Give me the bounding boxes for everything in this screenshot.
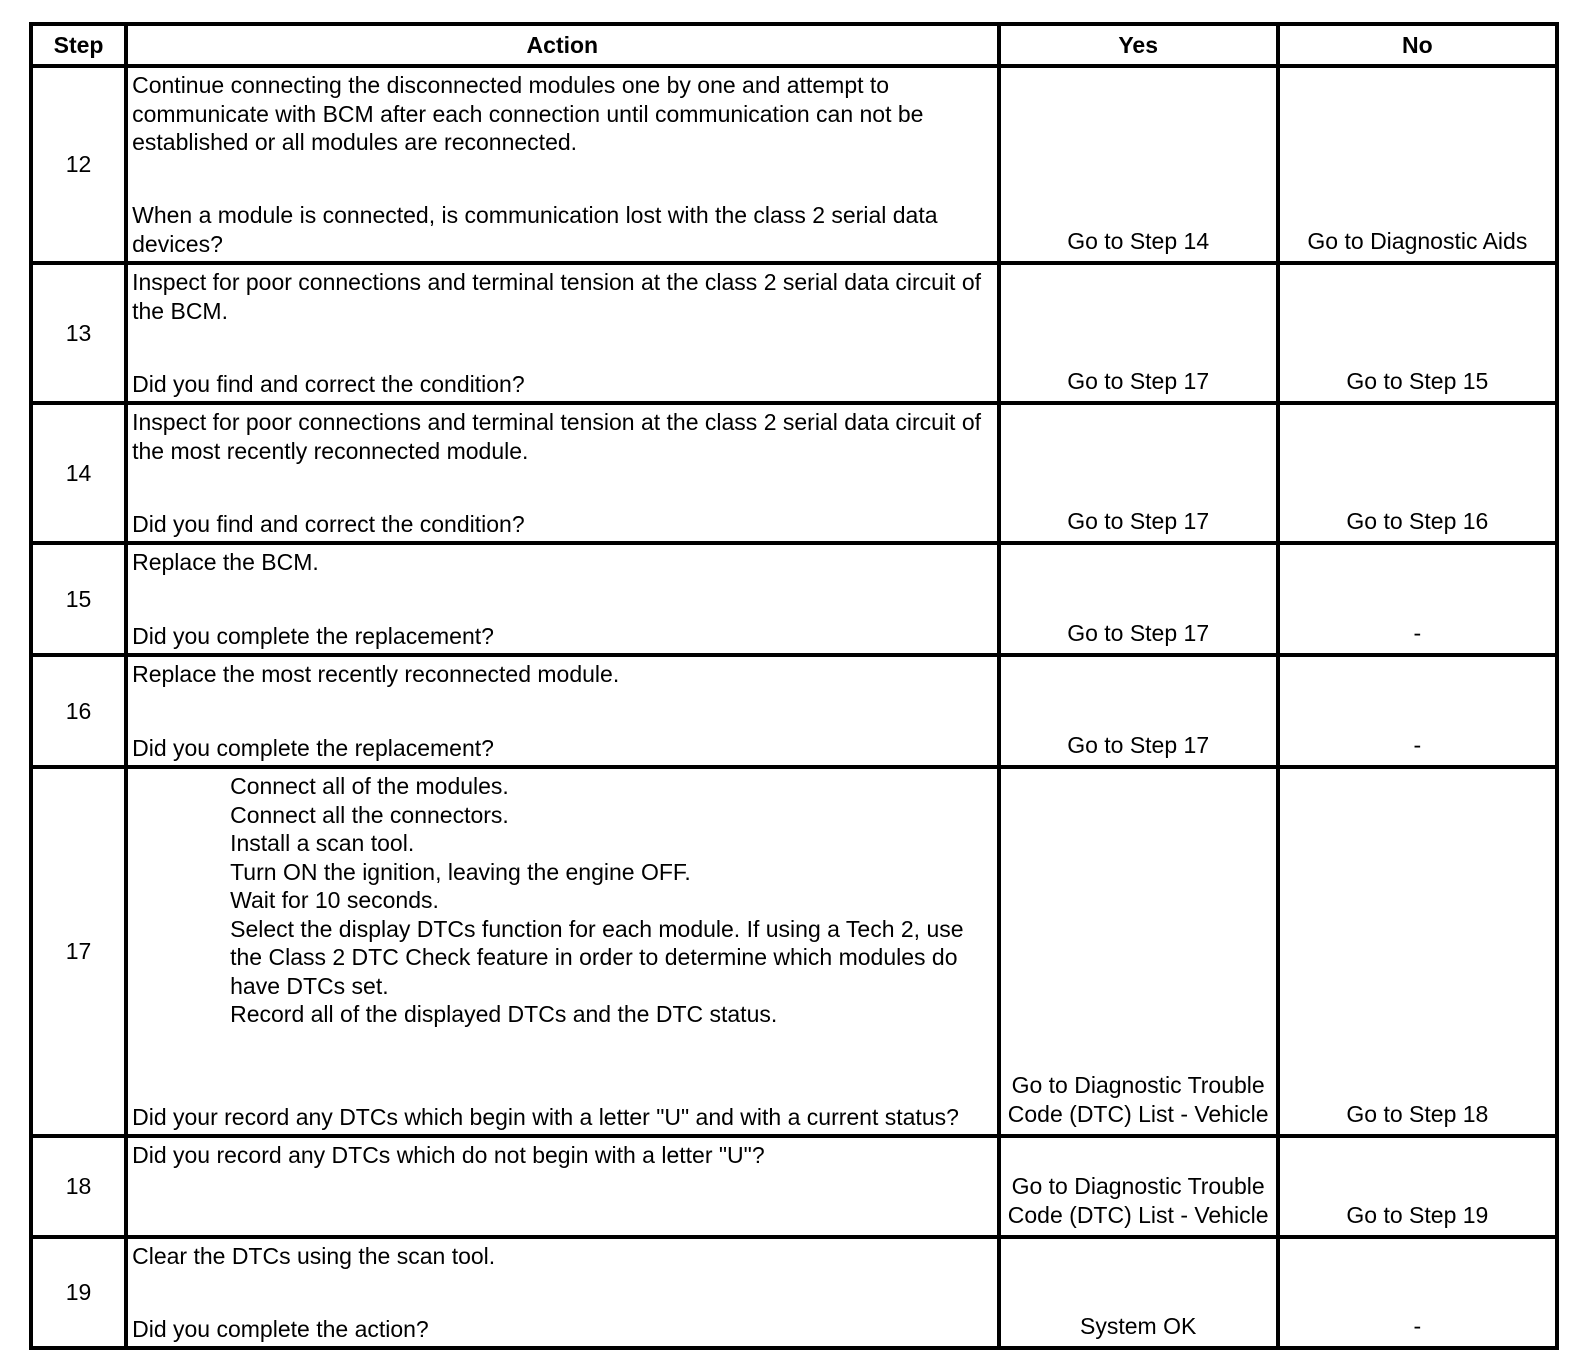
list-item: Connect all the connectors. bbox=[230, 801, 509, 828]
action-text: Did you record any DTCs which do not begin with a letter "U"? bbox=[132, 1142, 765, 1168]
no-result: - bbox=[1278, 1237, 1557, 1348]
action-cell bbox=[126, 655, 998, 767]
action-question: Did you complete the replacement? bbox=[132, 622, 494, 649]
header-row bbox=[31, 24, 1557, 66]
table-row bbox=[31, 543, 1557, 655]
step-number: 16 bbox=[31, 655, 126, 767]
action-cell bbox=[126, 767, 998, 1136]
step-number: 18 bbox=[31, 1136, 126, 1237]
action-text: Continue connecting the disconnected modules one by one and attempt to communicate with BCM after each connection until communication can not be established or all modules are reconnected. bbox=[132, 72, 924, 155]
action-cell bbox=[126, 263, 998, 403]
action-text: Clear the DTCs using the scan tool. bbox=[132, 1243, 496, 1269]
step-number: 13 bbox=[31, 263, 126, 403]
no-result: - bbox=[1278, 655, 1557, 767]
action-cell bbox=[126, 1136, 998, 1237]
action-cell bbox=[126, 1237, 998, 1348]
yes-result: Go to Step 17 bbox=[999, 263, 1278, 403]
list-item: Record all of the displayed DTCs and the DTC status. bbox=[230, 1001, 778, 1027]
table-row bbox=[31, 66, 1557, 263]
no-result: - bbox=[1278, 543, 1557, 655]
header-no: No bbox=[1278, 24, 1557, 66]
step-number: 14 bbox=[31, 403, 126, 543]
table-row bbox=[31, 767, 1557, 1136]
table-row bbox=[31, 1237, 1557, 1348]
action-text: Inspect for poor connections and terminal tension at the class 2 serial data circuit of the BCM. bbox=[132, 269, 982, 324]
action-question: Did you find and correct the condition? bbox=[132, 370, 525, 397]
no-result: Go to Diagnostic Aids bbox=[1278, 66, 1557, 263]
step-number: 19 bbox=[31, 1237, 126, 1348]
action-question: Did you complete the action? bbox=[132, 1315, 429, 1342]
list-item: Turn ON the ignition, leaving the engine OFF. bbox=[230, 858, 691, 885]
table-row bbox=[31, 263, 1557, 403]
no-result: Go to Step 16 bbox=[1278, 403, 1557, 543]
action-cell bbox=[126, 543, 998, 655]
table-row bbox=[31, 1136, 1557, 1237]
list-item: Select the display DTCs function for each module. If using a Tech 2, use the Class 2 DTC Check feature in order to determine which modules do have DTCs set. bbox=[230, 915, 964, 999]
list-item: Connect all of the modules. bbox=[230, 773, 509, 799]
yes-result: System OK bbox=[999, 1237, 1278, 1348]
yes-result: Go to Step 14 bbox=[999, 66, 1278, 263]
action-cell bbox=[126, 66, 998, 263]
yes-result: Go to Diagnostic Trouble Code (DTC) List - Vehicle bbox=[999, 1136, 1278, 1237]
diagnostic-table bbox=[29, 22, 1559, 1350]
action-text: Inspect for poor connections and terminal tension at the class 2 serial data circuit of the most recently reconnected module. bbox=[132, 409, 982, 464]
yes-result: Go to Step 17 bbox=[999, 403, 1278, 543]
step-number: 12 bbox=[31, 66, 126, 263]
procedure-list bbox=[132, 772, 992, 1029]
yes-result: Go to Step 17 bbox=[999, 543, 1278, 655]
action-text: Replace the most recently reconnected module. bbox=[132, 661, 620, 687]
action-question: When a module is connected, is communication lost with the class 2 serial data devices? bbox=[132, 202, 938, 257]
action-question: Did you complete the replacement? bbox=[132, 734, 494, 761]
header-action: Action bbox=[126, 24, 998, 66]
header-step: Step bbox=[31, 24, 126, 66]
list-item: Install a scan tool. bbox=[230, 830, 415, 856]
table-row bbox=[31, 403, 1557, 543]
action-cell bbox=[126, 403, 998, 543]
action-question: Did your record any DTCs which begin with a letter "U" and with a current status? bbox=[132, 1103, 959, 1130]
no-result: Go to Step 19 bbox=[1278, 1136, 1557, 1237]
action-question: Did you find and correct the condition? bbox=[132, 510, 525, 537]
no-result: Go to Step 18 bbox=[1278, 767, 1557, 1136]
table-row bbox=[31, 655, 1557, 767]
yes-result: Go to Step 17 bbox=[999, 655, 1278, 767]
action-text: Replace the BCM. bbox=[132, 549, 319, 575]
yes-result: Go to Diagnostic Trouble Code (DTC) List - Vehicle bbox=[999, 767, 1278, 1136]
header-yes: Yes bbox=[999, 24, 1278, 66]
step-number: 17 bbox=[31, 767, 126, 1136]
step-number: 15 bbox=[31, 543, 126, 655]
list-item: Wait for 10 seconds. bbox=[230, 887, 439, 913]
no-result: Go to Step 15 bbox=[1278, 263, 1557, 403]
